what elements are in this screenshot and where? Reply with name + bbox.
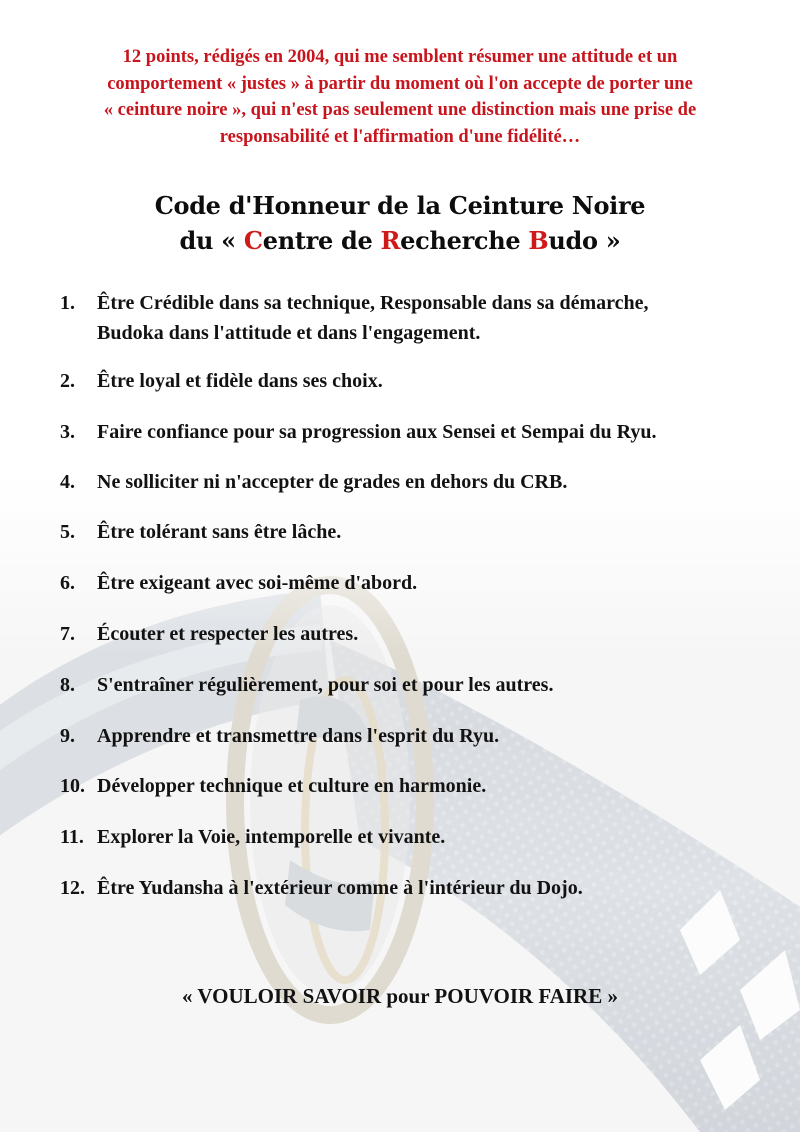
- item-number: 2.: [60, 370, 75, 392]
- item-text: Être tolérant sans être lâche.: [97, 521, 342, 543]
- list-item: [60, 366, 760, 396]
- item-text: Être loyal et fidèle dans ses choix.: [97, 370, 383, 392]
- item-number: 1.: [60, 292, 75, 314]
- title-initial-r: R: [380, 226, 401, 255]
- item-text: Faire confiance pour sa progression aux Sensei et Sempai du Ryu.: [97, 421, 657, 443]
- list-item: [60, 417, 760, 447]
- list-item: [60, 873, 760, 903]
- intro-paragraph: [60, 44, 740, 150]
- list-item: [60, 619, 760, 649]
- item-number: 6.: [60, 572, 75, 594]
- list-item: [60, 568, 760, 598]
- item-number: 9.: [60, 725, 75, 747]
- item-number: 12.: [60, 877, 85, 899]
- title-initial-c: C: [243, 226, 263, 255]
- list-item: [60, 771, 760, 801]
- item-text: S'entraîner régulièrement, pour soi et pour les autres.: [97, 674, 554, 696]
- list-item: [60, 721, 760, 751]
- item-number: 4.: [60, 471, 75, 493]
- intro-line: 12 points, rédigés en 2004, qui me semblent résumer une attitude et un: [122, 47, 678, 67]
- title-line-2: [0, 223, 800, 258]
- list-item: [60, 822, 760, 852]
- item-number: 5.: [60, 521, 75, 543]
- item-text: Développer technique et culture en harmonie.: [97, 775, 487, 797]
- title-word-centre: entre de: [262, 226, 381, 255]
- item-number: 11.: [60, 826, 84, 848]
- item-number: 3.: [60, 421, 75, 443]
- item-number: 8.: [60, 674, 75, 696]
- item-text-line: Être Crédible dans sa technique, Responsable dans sa démarche,: [97, 292, 649, 314]
- item-text: Être exigeant avec soi-même d'abord.: [97, 572, 418, 594]
- intro-line: « ceinture noire », qui n'est pas seulement une distinction mais une prise de: [103, 100, 697, 120]
- list-item: [60, 670, 760, 700]
- motto: « VOULOIR SAVOIR pour POUVOIR FAIRE »: [182, 984, 618, 1008]
- item-number: 7.: [60, 623, 75, 645]
- intro-line: comportement « justes » à partir du moment où l'on accepte de porter une: [107, 73, 693, 94]
- item-text: Apprendre et transmettre dans l'esprit du Ryu.: [97, 725, 500, 747]
- list-item: [60, 517, 760, 547]
- item-number: 10.: [60, 775, 85, 797]
- list-item: [60, 288, 760, 348]
- item-text: [97, 288, 760, 348]
- intro-line: responsabilité et l'affirmation d'une fidélité…: [219, 126, 581, 147]
- item-text-line: Budoka dans l'attitude et dans l'engagement.: [97, 322, 481, 344]
- title-word-recherche: echerche: [400, 226, 529, 255]
- title-word-budo: udo: [548, 226, 598, 255]
- item-text: Ne solliciter ni n'accepter de grades en dehors du CRB.: [97, 471, 568, 493]
- item-text: Écouter et respecter les autres.: [97, 623, 359, 645]
- title-initial-b: B: [528, 226, 549, 255]
- list-item: [60, 467, 760, 497]
- item-text: Explorer la Voie, intemporelle et vivante.: [97, 826, 446, 848]
- page-title: [0, 188, 800, 258]
- item-text: Être Yudansha à l'extérieur comme à l'intérieur du Dojo.: [97, 877, 583, 899]
- title-prefix: du «: [179, 226, 244, 255]
- title-suffix: »: [597, 226, 621, 255]
- title-line-1: Code d'Honneur de la Ceinture Noire: [154, 191, 646, 220]
